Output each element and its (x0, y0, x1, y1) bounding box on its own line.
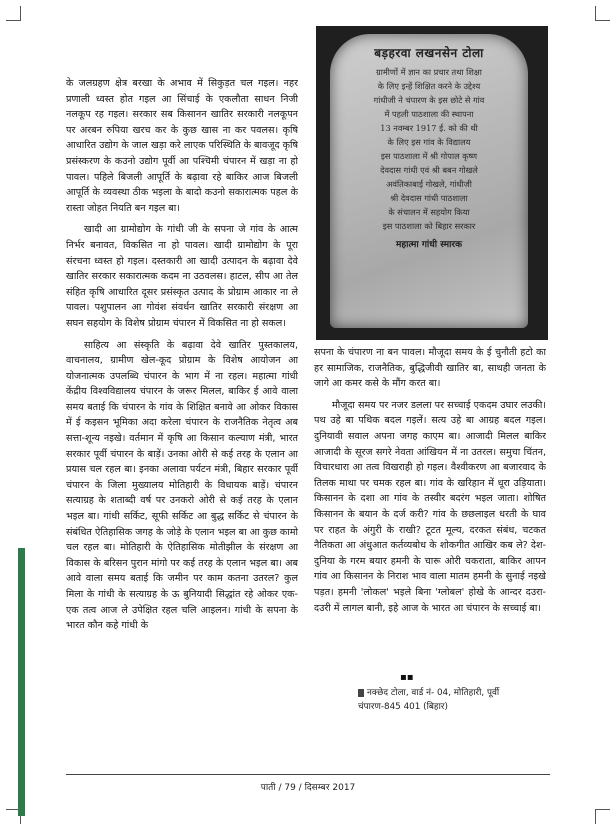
author-address (358, 686, 550, 714)
right-text-column (314, 345, 546, 655)
plaque-line: गांधीजी ने चंपारण के इस छोटे से गांव (373, 95, 485, 105)
paragraph: खादी आ ग्रामोद्योग के गांधी जी के सपना जे गांव के आत्म निर्भर बनावत, विकसित ना हो पावल। खादी ग्रामोद्योग के पूरा संरचना ध्वस्त हो गइल। दस्तकारी आ खादी उत्पादन के बढ़ावा देवे खातिर सरकार सकारात्मक कदम ना उठवलस। हाटल, सीप आ तेल संहित कृषि आधारित दूसर प्रसंस्कृत उत्पाद के प्रोग्राम आकार ना ले पावल। पशुपालन आ गोवंश संवर्धन खातिर सरकारी संरक्षण आ सघन सहयोग के विशेष प्रोग्राम चंपारन में विकसित ना हो सकल। (66, 224, 298, 329)
plaque-line: के संचालन में सहयोग किया (388, 207, 470, 217)
green-margin-bar (18, 548, 25, 816)
plaque-line: ग्रामीणों में ज्ञान का प्रचार तथा शिक्षा (376, 67, 482, 77)
paragraph: साहित्य आ संस्कृति के बढ़ावा देवे खातिर पुस्तकालय, वाचनालय, ग्रामीण खेल-कूद प्रोग्राम के विशेष आयोजन आ योजनात्मक उपलब्धि चंपारन के भाग में ना रहल। महात्मा गांधी केंद्रीय विश्वविद्यालय चंपारन के जरूर मिलल, बाकिर ई आवे वाला समय बताई कि चंपारन के गांव के शिक्षित बनावे आ ओकर विकास में ई कइसन भूमिका अदा करेला चंपारन के राजनैतिक नेतृत्व अब सत्ता-शून्य नइखे। वर्तमान में कृषि आ किसान कल्याण मंत्री, भारत सरकार पूर्वी चंपारन के बाड़ें। उनका ओरी से कई तरह के एलान आ प्रयास चल रहल बा। इनका अलावा पर्यटन मंत्री, बिहार सरकार पूर्वी चंपारन के जिला मुख्यालय मोतिहारी के विधायक बाड़ें। चंपारन सत्याग्रह के शताब्दी वर्ष पर उनकरो ओरी से कई तरह के एलान भइल बा। गांधी सर्किट, सूफी सर्किट आ बुद्ध सर्किट से चंपारन के संबंधित ऐतिहासिक जगह के जोड़े के एलान भइल बा आ कुछ कामो चल रहल बा। मोतिहारी के ऐतिहासिक मोतीझील के संरक्षण आ विकास के बरिसन पुरान मांगो पर कई तरह के एलान भइल बा। अब आवे वाला समय बताई कि जमीन पर काम कतना उतरल? कुल मिला के गांधी के सत्याग्रह के ऊ बुनियादी सिद्धांत रहे ओकर एक-एक तत्व आज ले उपेक्षित रहल चलि आइलन। गांधी के सपना के भारत कौन कहे गांधी के (66, 339, 298, 632)
plaque-line: अवंतिकाबाई गोखले, गांधीजी (386, 179, 472, 189)
plaque-line: इस पाठशाला को बिहार सरकार (382, 221, 476, 231)
square-bullet-icon (358, 689, 364, 697)
plaque-line: देवदास गांधी एवं श्री बबन गोखले (380, 165, 478, 175)
plaque-footer: महात्मा गांधी स्मारक (395, 240, 463, 250)
address-line-2: चंपारण-845 401 (बिहार) (358, 702, 448, 712)
address-line-1: नक्छेद टोला, वार्ड नं- 04, मोतिहारी, पूर्वी (367, 688, 500, 698)
footer-rule (66, 774, 550, 775)
plaque-line: इस पाठशाला में श्री गोपाल कृष्ण (380, 151, 478, 161)
section-end-ornament: ▪▪ (400, 672, 414, 683)
plaque-line: श्री देवदास गांधी पाठशाला (390, 193, 468, 203)
crop-mark-bottom-right (595, 809, 610, 824)
plaque-line: के लिए इन्हें शिक्षित करने के उद्देश्य (377, 81, 481, 91)
plaque-line: 13 नवम्बर 1917 ई. को की थी (380, 123, 478, 133)
inscription-photo (316, 26, 548, 340)
paragraph: मौजूदा समय पर नजर डलला पर सच्चाई एकदम उघार लउकी। पथ उहे बा पथिक बदल गइलें। सत्य उहे बा आग्रह बदल गइल। दुनियावी सवाल अपना जगह काएम बा। आजादी मिलल बाकिर आजादी के सूरज सगरे नेवता आंखियन में ना उतरल। समुचा चिंतन, विचारधारा आ तत्व विखराही हो गइल। वैश्वीकरण आ बजारवाद के तिलक माथा पर चमक रहल बा। गांव के खरिहान में धूरा उड़ियाता। किसानन के दशा आ गांव के तस्वीर बदरंग भइल जाता। शोषित किसानन के बयान के दर्ज करी? गांव के छछलाइल धरती के घाव पर राहत के अंगुरी के राखी? टूटत मूल्य, दरकत संबंध, चटकत नैतिकता आ अंधुआत कर्तव्यबोध के शोकगीत आखिर कब ले? देश-दुनिया के गरम बयार हमनी के चारू ओरी चकराता, बाकिर आपन गांव आ किसानन के निराश भाव वाला मातम हमनी के सुनाई नइखे पड़त। हमनी 'लोकल' भइले बिना 'ग्लोबल' होखे के आन्दर दउरा-दउरी में लागल बानी, इहे आज के भारत आ चंपारन के सच्चाई बा। (314, 399, 546, 614)
paragraph: सपना के चंपारण ना बन पावल। मौजूदा समय के ई चुनौती हटो का हर सामाजिक, राजनैतिक, बुद्धिजीवी खातिर बा, साथही जनता के जागे आ कमर कसे के मौंग करत बा। (314, 347, 546, 390)
crop-mark-top-left (6, 6, 21, 21)
paragraph: के जलग्रहण क्षेत्र बरखा के अभाव में सिकुड़त चल गइल। नहर प्रणाली ध्वस्त होत गइल आ सिंचाई के एकलौता साधन निजी नलकूप रह गइल। सरकार सब किसानन खातिर सरकारी नलकूपन पर अरबन रुपिया खरच कर के कुछ खास ना कर पवलस। कृषि आधारित उद्योग के जाल खड़ा करे लाएक परिस्थिति के बावजूद कृषि प्रसंस्करण के कउनो उद्योग पूर्वी आ पश्चिमी चंपारन में खड़ा ना हो पावल। पहिले बिजली आपूर्ति के बढ़ावा रहे बाकिर आज बिजली आपूर्ति के व्यवस्था ठीक भइला के बादो कउनो सकारात्मक पहल के रास्ता जोहत नियति बन गइल बा। (66, 78, 298, 214)
plaque-heading: बड़हरवा लखनसेन टोला (374, 46, 484, 60)
page-footer: पाती / 79 / दिसम्बर 2017 (260, 783, 356, 793)
crop-mark-top-right (595, 6, 610, 21)
plaque-line: के लिए इस गांव के विद्यालय (387, 137, 471, 147)
plaque-line: में पहली पाठशाला की स्थापना (384, 109, 474, 119)
stone-plaque (330, 34, 528, 328)
left-text-column (66, 76, 298, 772)
